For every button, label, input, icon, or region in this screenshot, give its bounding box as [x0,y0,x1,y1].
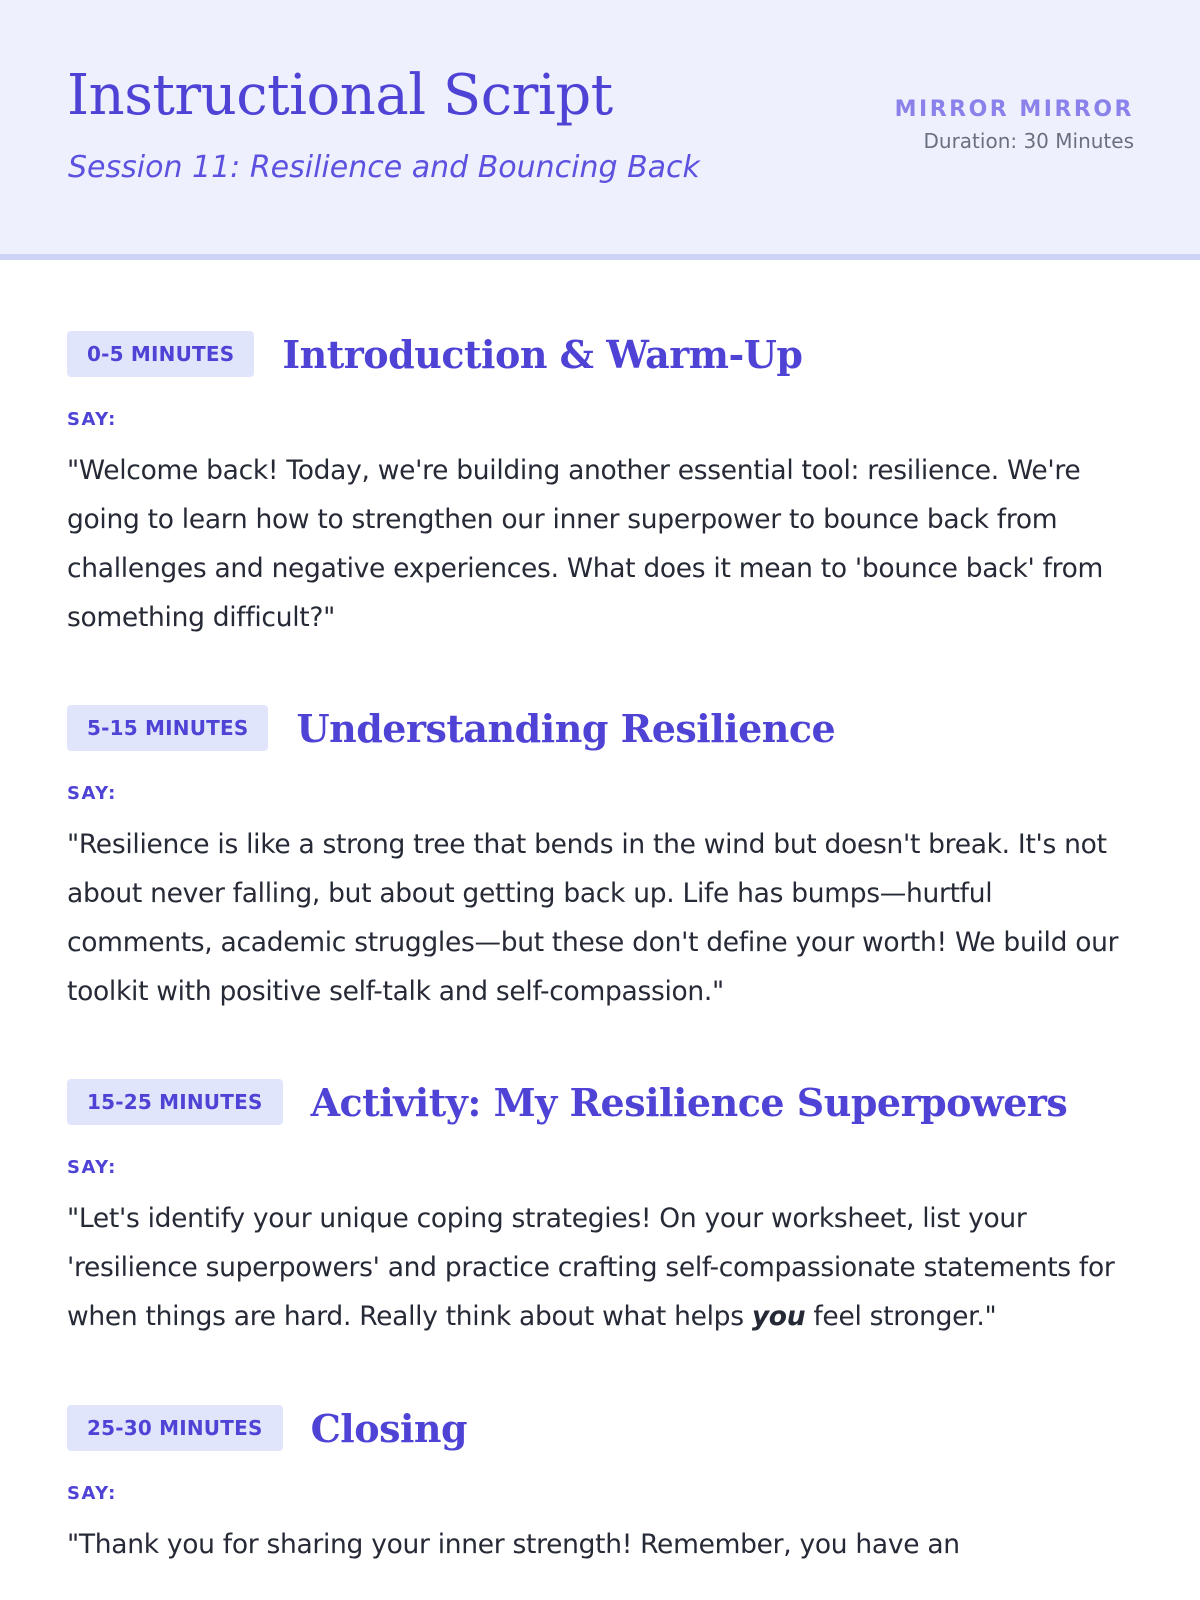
say-text: "Resilience is like a strong tree that bends in the wind but doesn't break. It's not about never falling, but about getting back up. Life has bumps—hurtful comments, academic struggles—but these don't define your worth! We build our toolkit with positive self-talk and self-compassion." [67,829,1119,1007]
script-section-understanding [67,704,1134,1016]
section-header [67,1078,1134,1126]
page-header [0,0,1200,260]
section-header [67,330,1134,378]
say-label: SAY: [67,409,117,430]
say-text [67,1194,1134,1341]
section-header [67,1404,1134,1452]
section-title: Closing [310,1405,468,1451]
say-label: SAY: [67,1157,117,1178]
say-text: "Thank you for sharing your inner strength! Remember, you have an [67,1529,960,1560]
section-header [67,704,1134,752]
say-text-part: "Let's identify your unique coping strategies! On your worksheet, list your 'resilience superpowers' and practice crafting self-compassionate statements for when things are hard. Really think about what helps [67,1203,1115,1332]
say-text-emphasis: you [751,1301,806,1332]
say-text: "Welcome back! Today, we're building another essential tool: resilience. We're going to learn how to strengthen our inner superpower to bounce back from challenges and negative experiences. What does it mean to 'bounce back' from something difficult?" [67,455,1104,633]
session-duration: Duration: 30 Minutes [923,129,1134,154]
time-badge: 0-5 MINUTES [67,331,254,377]
say-label: SAY: [67,783,117,804]
section-title: Introduction & Warm-Up [282,331,803,377]
section-title: Understanding Resilience [296,705,836,751]
time-badge: 15-25 MINUTES [67,1079,283,1125]
brand-block [895,97,1134,153]
say-text-part: feel stronger." [805,1301,997,1332]
time-badge: 25-30 MINUTES [67,1405,283,1451]
script-section-closing [67,1404,1134,1569]
section-title: Activity: My Resilience Superpowers [310,1079,1068,1125]
say-label: SAY: [67,1483,117,1504]
script-section-activity [67,1078,1134,1341]
script-section-intro [67,330,1134,642]
session-subtitle: Session 11: Resilience and Bouncing Back [68,150,700,185]
brand-name: MIRROR MIRROR [894,97,1134,122]
page-title: Instructional Script [67,63,613,128]
time-badge: 5-15 MINUTES [67,705,268,751]
